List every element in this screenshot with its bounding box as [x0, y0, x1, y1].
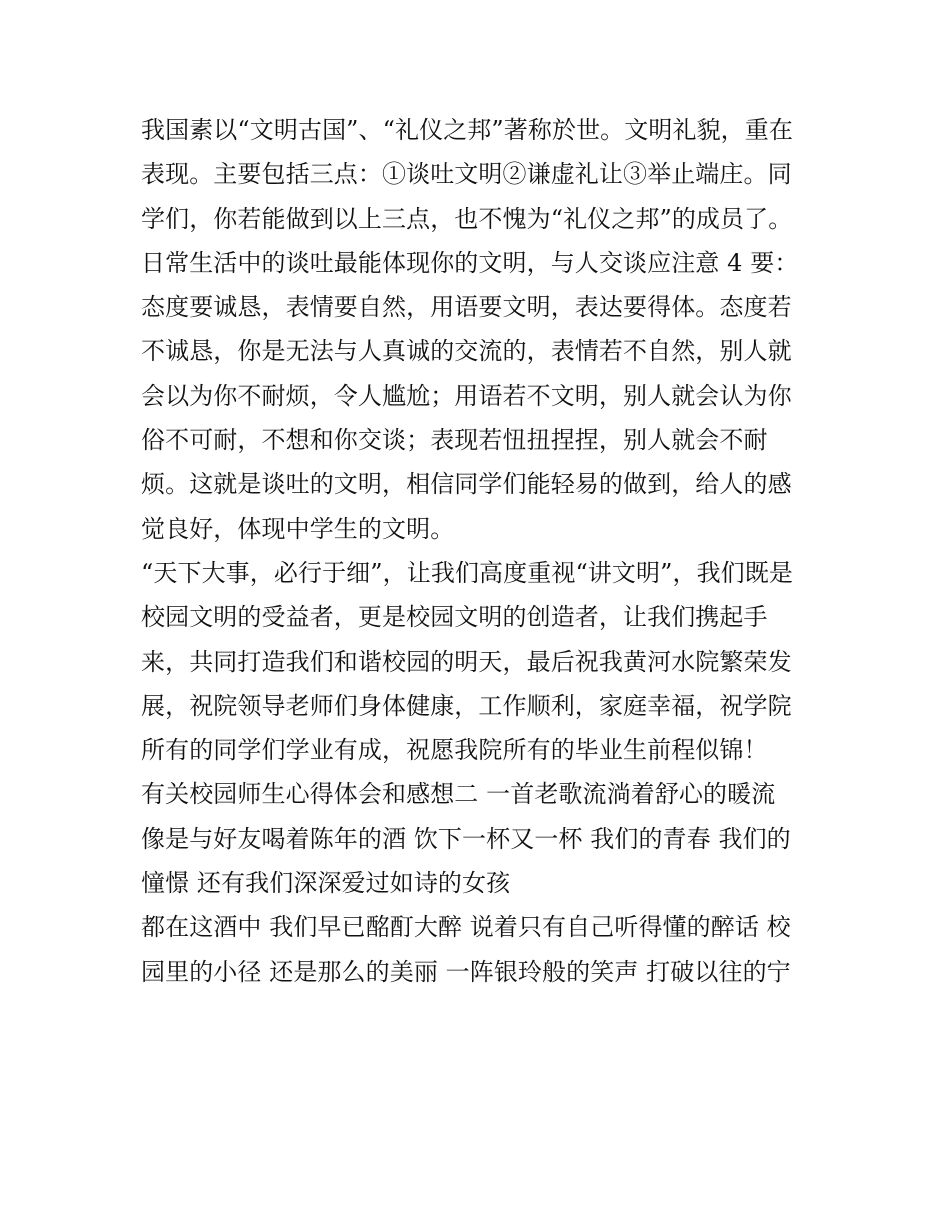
text-line: 会以为你不耐烦，令人尴尬；用语若不文明，别人就会认为你	[141, 381, 792, 410]
text-line: 学们，你若能做到以上三点，也不愧为“礼仪之邦”的成员了。	[141, 204, 793, 233]
text-line: 校园文明的受益者，更是校园文明的创造者，让我们携起手	[141, 603, 768, 632]
text-line: 觉良好，体现中学生的文明。	[141, 514, 455, 543]
text-line: 都在这酒中 我们早已酩酊大醉 说着只有自己听得懂的醉话 校	[141, 913, 791, 942]
text-line: 烦。这就是谈吐的文明，相信同学们能轻易的做到，给人的感	[141, 470, 792, 499]
text-line: “天下大事，必行于细”，让我们高度重视“讲文明”，我们既是	[141, 558, 793, 587]
text-line: 俗不可耐，不想和你交谈；表现若忸扭捏捏，别人就会不耐	[141, 426, 768, 455]
text-line: 憧憬 还有我们深深爱过如诗的女孩	[141, 869, 511, 898]
text-line: 我国素以“文明古国”、“礼仪之邦”著称於世。文明礼貌，重在	[141, 116, 793, 144]
text-line: 不诚恳，你是无法与人真诚的交流的，表情若不自然，别人就	[141, 337, 792, 366]
text-line: 像是与好友喝着陈年的酒 饮下一杯又一杯 我们的青春 我们的	[141, 824, 791, 853]
text-line: 态度要诚恳，表情要自然，用语要文明，表达要得体。态度若	[141, 293, 792, 322]
text-line: 展，祝院领导老师们身体健康，工作顺利，家庭幸福，祝学院	[141, 691, 792, 720]
text-line: 日常生活中的谈吐最能体现你的文明，与人交谈应注意 4 要：	[141, 248, 799, 277]
text-line: 有关校园师生心得体会和感想二 一首老歌流淌着舒心的暖流	[141, 780, 776, 809]
body-text	[141, 108, 821, 994]
text-line: 来，共同打造我们和谐校园的明天，最后祝我黄河水院繁荣发	[141, 647, 792, 676]
text-line: 表现。主要包括三点：①谈吐文明②谦虚礼让③举止端庄。同	[141, 160, 792, 189]
text-line: 所有的同学们学业有成，祝愿我院所有的毕业生前程似锦！	[141, 736, 768, 765]
text-line: 园里的小径 还是那么的美丽 一阵银玲般的笑声 打破以往的宁	[141, 957, 791, 986]
